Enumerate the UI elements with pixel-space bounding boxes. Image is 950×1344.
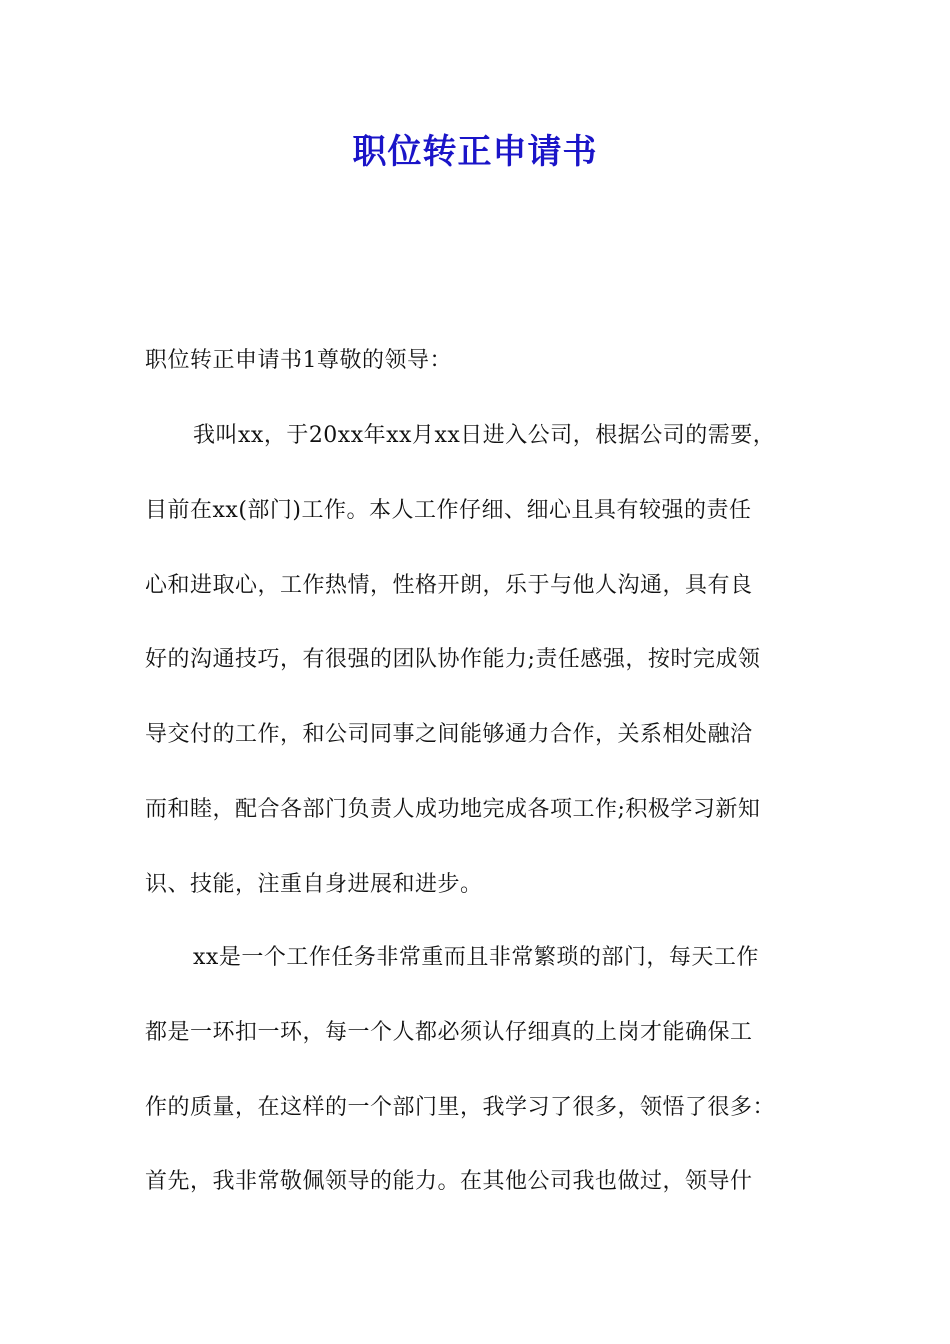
paragraph-line: 首先，我非常敬佩领导的能力。在其他公司我也做过，领导什 [145,1169,753,1195]
paragraph-line: 识、技能，注重自身进展和进步。 [145,871,483,897]
paragraph-line: 我叫xx，于20xx年xx月xx日进入公司，根据公司的需要， [193,423,776,448]
paragraph-line: 作的质量，在这样的一个部门里，我学习了很多，领悟了很多： [145,1094,776,1120]
document-title: 职位转正申请书 [352,132,598,172]
paragraph-1 [145,399,835,923]
paragraph-line: 导交付的工作，和公司同事之间能够通力合作，关系相处融洽 [145,722,753,748]
paragraph-line: 而和睦，配合各部门负责人成功地完成各项工作;积极学习新知 [145,796,761,822]
paragraph-line: 好的沟通技巧，有很强的团队协作能力;责任感强，按时完成领 [145,647,761,673]
paragraph-line: 心和进取心，工作热情，性格开朗，乐于与他人沟通，具有良 [145,572,753,598]
greeting-line: 职位转正申请书1尊敬的领导： [145,348,452,373]
paragraph-line: 目前在xx(部门)工作。本人工作仔细、细心且具有较强的责任 [145,497,752,523]
paragraph-line: 都是一环扣一环，每一个人都必须认仔细真的上岗才能确保工 [145,1019,753,1045]
paragraph-2 [145,921,835,1220]
paragraph-line: xx是一个工作任务非常重而且非常繁琐的部门，每天工作 [193,945,759,970]
